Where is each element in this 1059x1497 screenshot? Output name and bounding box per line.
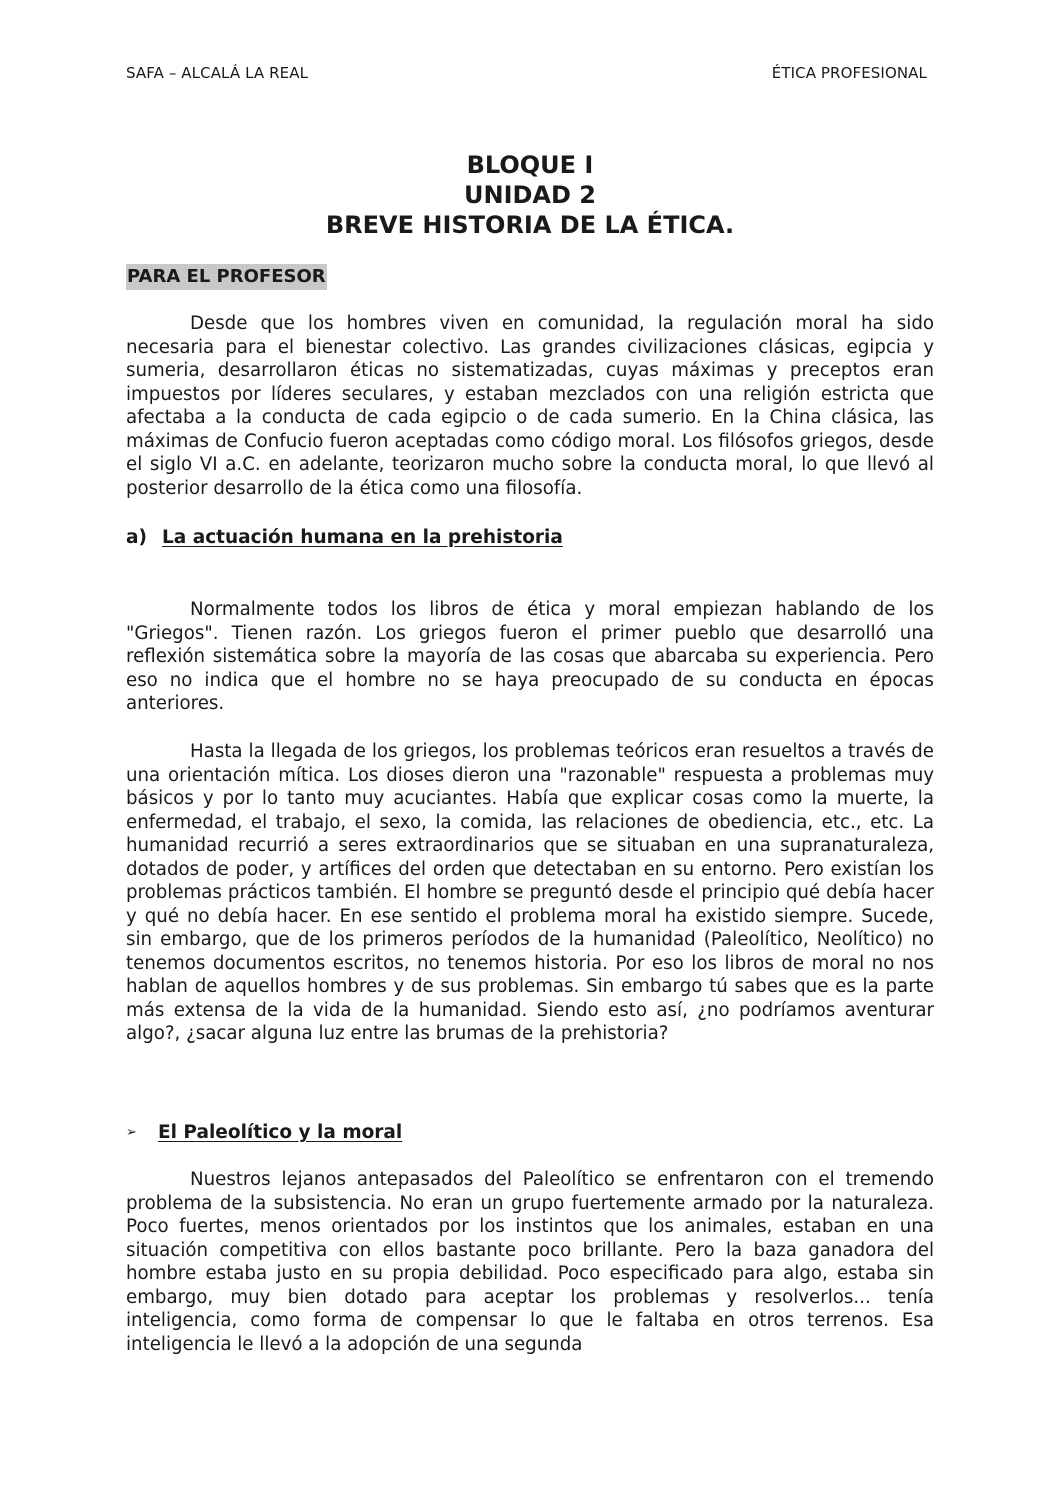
page-title [126,150,934,240]
title-line-unidad: UNIDAD 2 [464,181,596,209]
intro-paragraph: Desde que los hombres viven en comunidad, la regulación moral ha sido necesaria para el bienestar colectivo. Las grandes civilizaciones clásicas, egipcia y sumeria, desarrollaron éticas no sistematizadas, cuyas máximas y preceptos eran impuestos por líderes seculares, y estaban mezclados con una religión estricta que afectaba a la conducta de cada egipcio o de cada sumerio. En la China clásica, las máximas de Confucio fueron aceptadas como código moral. Los filósofos griegos, desde el siglo VI a.C. en adelante, teorizaron mucho sobre la conducta moral, lo que llevó al posterior desarrollo de la ética como una filosofía. [126,313,934,499]
title-line-bloque: BLOQUE I [466,151,594,179]
section-label-profesor: PARA EL PROFESOR [126,264,327,290]
section-a-paragraph-1: Normalmente todos los libros de ética y moral empiezan hablando de los "Griegos". Tienen razón. Los griegos fueron el primer pueblo que desarrolló una reflexión sistemática sobre la mayoría de las cosas que abarcaba su experiencia. Pero eso no indica que el hombre no se haya preocupado de su conducta en épocas anteriores. [126,599,934,714]
section-a-paragraph-2: Hasta la llegada de los griegos, los problemas teóricos eran resueltos a través de una orientación mítica. Los dioses dieron una "razonable" respuesta a problemas muy básicos y por lo tanto muy acuciantes. Había que explicar cosas como la muerte, la enfermedad, el trabajo, el sexo, la comida, las relaciones de obediencia, etc., etc. La humanidad recurrió a seres extraordinarios que se situaban en una supranaturaleza, dotados de poder, y artífices del orden que detectaban en su entorno. Pero existían los problemas prácticos también. El hombre se preguntó desde el principio qué debía hacer y qué no debía hacer. En ese sentido el problema moral ha existido siempre. Sucede, sin embargo, que de los primeros períodos de la humanidad (Paleolítico, Neolítico) no tenemos documentos escritos, no tenemos historia. Por eso los libros de moral no nos hablan de aquellos hombres y de sus problemas. Sin embargo tú sabes que es la parte más extensa de la vida de la humanidad. Siendo esto así, ¿no podríamos aventurar algo?, ¿sacar alguna luz entre las brumas de la prehistoria? [126,741,934,1044]
section-a-heading [126,526,563,550]
paleolitico-paragraph: Nuestros lejanos antepasados del Paleolítico se enfrentaron con el tremendo problema de la subsistencia. No eran un grupo fuertemente armado por la naturaleza. Poco fuertes, menos orientados por los instintos que los animales, estaban en una situación competitiva con ellos bastante poco brillante. Pero la baza ganadora del hombre estaba justo en su propia debilidad. Poco especificado para algo, estaba sin embargo, muy bien dotado para aceptar los problemas y resolverlos... tenía inteligencia, como forma de compensar lo que le faltaba en otros terrenos. Esa inteligencia le llevó a la adopción de una segunda [126,1169,934,1355]
section-a-title: La actuación humana en la prehistoria [162,527,563,548]
header-course: ÉTICA PROFESIONAL [771,64,927,82]
section-a-marker: a) [126,527,147,548]
header-institution: SAFA – ALCALÁ LA REAL [126,64,309,82]
title-line-heading: BREVE HISTORIA DE LA ÉTICA. [325,211,735,239]
paleolitico-heading [126,1121,402,1145]
paleolitico-title: El Paleolítico y la moral [158,1122,403,1143]
arrow-bullet-icon: ➢ [126,1125,137,1140]
running-header [126,64,927,84]
